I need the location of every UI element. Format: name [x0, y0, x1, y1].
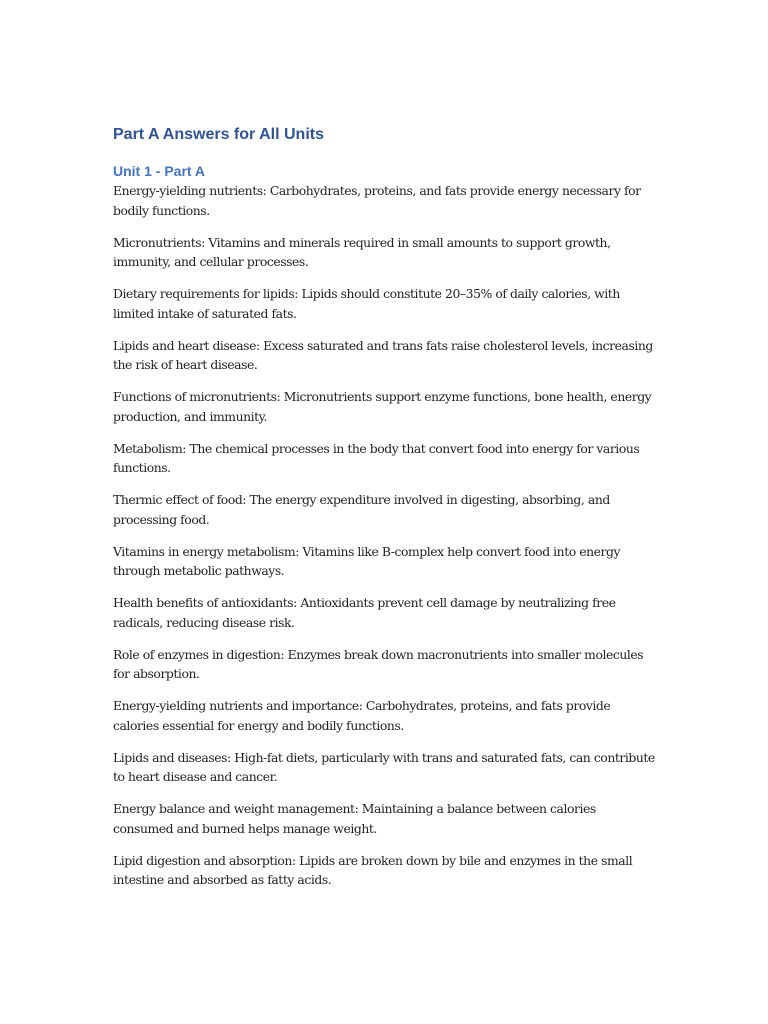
paragraph-thermic-effect: Thermic effect of food: The energy expenditure involved in digesting, absorbing, and processing food.: [113, 492, 610, 527]
paragraph-list: [113, 181, 658, 890]
paragraph-lipids-diseases: Lipids and diseases: High-fat diets, particularly with trans and saturated fats, can contribute to heart disease and cancer.: [113, 749, 655, 784]
paragraph-energy-yielding-nutrients: Energy-yielding nutrients: Carbohydrates, proteins, and fats provide energy necessary for bodily functions.: [113, 183, 641, 218]
paragraph-enzymes-digestion: Role of enzymes in digestion: Enzymes break down macronutrients into smaller molecules for absorption.: [113, 646, 644, 681]
document-title: Part A Answers for All Units: [113, 126, 324, 143]
unit-heading: Unit 1 - Part A: [113, 163, 206, 179]
paragraph-lipid-digestion: Lipid digestion and absorption: Lipids are broken down by bile and enzymes in the small intestine and absorbed as fatty acids.: [113, 852, 633, 887]
paragraph-functions-micronutrients: Functions of micronutrients: Micronutrients support enzyme functions, bone health, energy production, and immunity.: [113, 389, 652, 424]
paragraph-energy-yielding-importance: Energy-yielding nutrients and importance: Carbohydrates, proteins, and fats provide calories essential for energy and bodily functions.: [113, 698, 611, 733]
paragraph-metabolism: Metabolism: The chemical processes in the body that convert food into energy for various functions.: [113, 440, 640, 475]
paragraph-dietary-requirements-lipids: Dietary requirements for lipids: Lipids should constitute 20–35% of daily calories, with limited intake of saturated fats.: [113, 286, 620, 321]
paragraph-vitamins-energy-metabolism: Vitamins in energy metabolism: Vitamins like B-complex help convert food into energy through metabolic pathways.: [113, 543, 621, 578]
document-page: [113, 124, 658, 902]
paragraph-antioxidants: Health benefits of antioxidants: Antioxidants prevent cell damage by neutralizing free radicals, reducing disease risk.: [113, 595, 616, 630]
paragraph-lipids-heart-disease: Lipids and heart disease: Excess saturated and trans fats raise cholesterol levels, increasing the risk of heart disease.: [113, 337, 653, 372]
paragraph-energy-balance: Energy balance and weight management: Maintaining a balance between calories consumed and burned helps manage weight.: [113, 801, 596, 836]
paragraph-micronutrients: Micronutrients: Vitamins and minerals required in small amounts to support growth, immunity, and cellular processes.: [113, 234, 611, 269]
